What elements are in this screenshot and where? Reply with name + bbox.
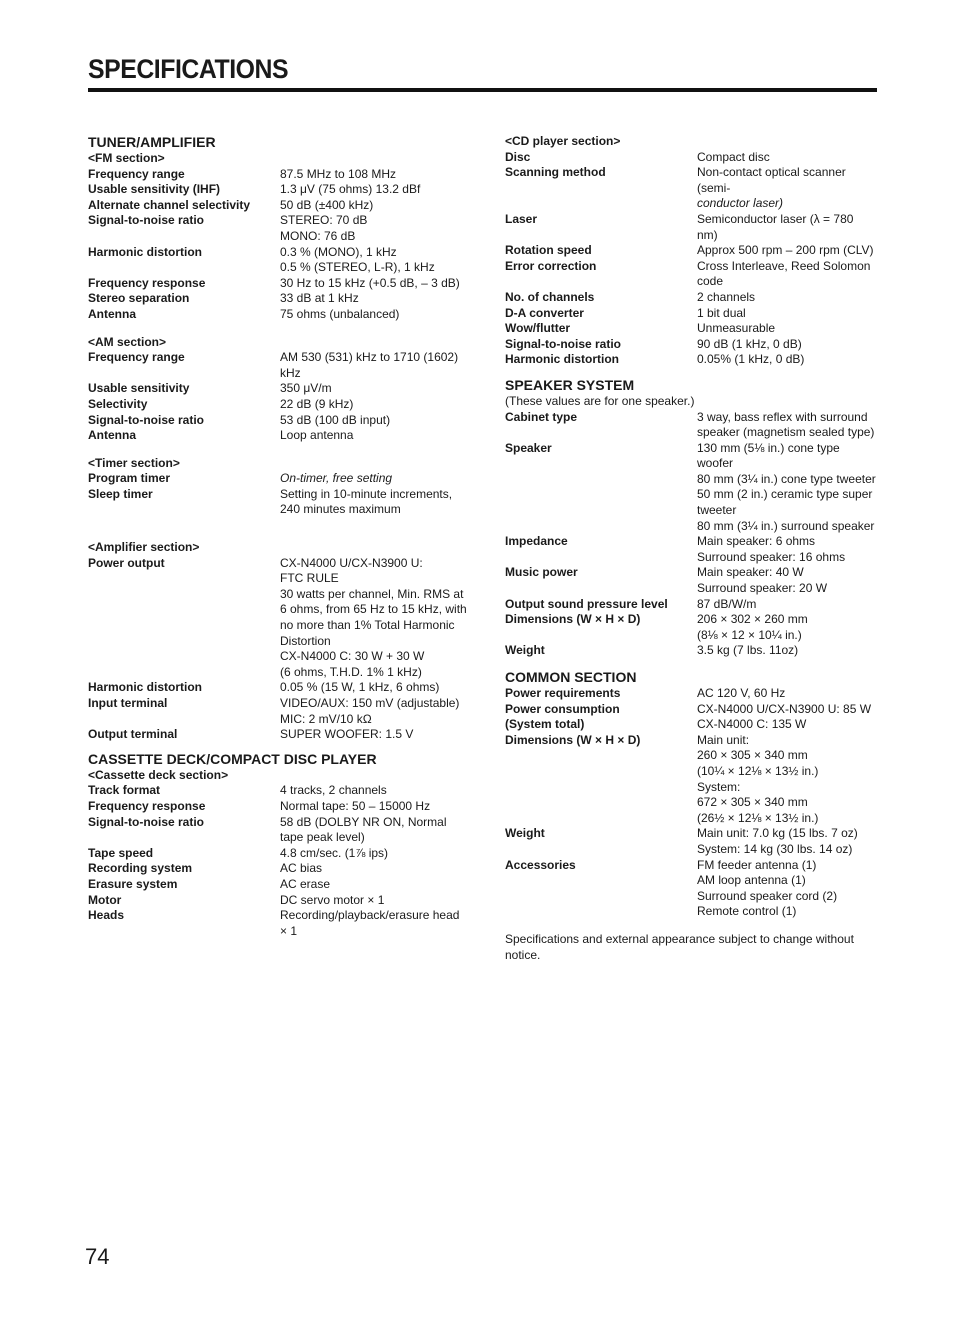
spec-value-line: 30 Hz to 15 kHz (+0.5 dB, – 3 dB) xyxy=(280,275,460,290)
spec-label: Rotation speed xyxy=(505,243,592,258)
spec-value-line: 240 minutes maximum xyxy=(280,502,401,517)
spec-value xyxy=(280,893,468,909)
spec-group-common xyxy=(505,686,877,920)
spec-group-cassette xyxy=(88,783,468,939)
spec-group-speaker xyxy=(505,410,877,660)
section-title-speaker: SPEAKER SYSTEM xyxy=(505,376,635,393)
title-rule xyxy=(88,88,877,92)
spec-value xyxy=(697,597,877,613)
spec-label: No. of channels xyxy=(505,289,595,304)
spec-value xyxy=(697,150,877,166)
spec-value xyxy=(280,487,468,518)
subsection-cd: <CD player section> xyxy=(505,134,621,148)
spec-label: Harmonic distortion xyxy=(88,680,203,695)
spec-row xyxy=(88,487,468,518)
spec-label: Usable sensitivity (IHF) xyxy=(88,182,221,197)
spec-value-line: Recording/playback/erasure head xyxy=(280,908,460,923)
spec-value xyxy=(697,212,877,243)
spec-value xyxy=(280,381,468,397)
spec-label: Laser xyxy=(505,211,538,226)
spec-value-line: CX-N4000 C: 30 W + 30 W xyxy=(280,649,425,664)
spec-value xyxy=(280,815,468,846)
spec-row xyxy=(88,182,468,198)
spec-value-line: Distortion xyxy=(280,633,331,648)
spec-value-line: VIDEO/AUX: 150 mV (adjustable) xyxy=(280,696,460,710)
spec-label: Accessories xyxy=(505,857,576,872)
spec-value-line: On-timer, free setting xyxy=(280,471,393,486)
spec-row xyxy=(88,213,468,244)
spec-value-line: AM loop antenna (1) xyxy=(697,873,806,888)
spec-value-line: Normal tape: 50 – 15000 Hz xyxy=(280,798,431,813)
spec-value-line: Loop antenna xyxy=(280,428,354,443)
spec-value xyxy=(697,243,877,259)
spec-value-line: Remote control (1) xyxy=(697,904,797,919)
spec-row xyxy=(88,167,468,183)
spec-value xyxy=(697,702,877,718)
spec-row xyxy=(505,337,877,353)
spec-value-line: tape peak level) xyxy=(280,830,365,845)
spec-value-line: × 1 xyxy=(280,923,298,938)
spec-value-line: 33 dB at 1 kHz xyxy=(280,291,359,306)
spec-value-line: 0.5 % (STEREO, L-R), 1 kHz xyxy=(280,260,435,275)
spec-value xyxy=(697,717,877,733)
spec-label: Recording system xyxy=(88,861,193,876)
spec-row xyxy=(88,413,468,429)
spec-row xyxy=(88,696,468,727)
spec-row xyxy=(88,908,468,939)
spec-value xyxy=(280,291,468,307)
subsection-timer: <Timer section> xyxy=(88,455,180,470)
subsection-cassette: <Cassette deck section> xyxy=(88,767,229,782)
subsection-amplifier: <Amplifier section> xyxy=(88,540,200,555)
spec-label: Frequency response xyxy=(88,275,206,290)
spec-row xyxy=(88,276,468,292)
spec-label: Frequency response xyxy=(88,798,206,813)
spec-row xyxy=(88,877,468,893)
spec-label: Signal-to-noise ratio xyxy=(88,412,205,427)
spec-row xyxy=(505,259,877,290)
spec-row xyxy=(505,352,877,368)
spec-value-line: Main unit: xyxy=(697,732,750,747)
spec-value-line: 50 dB (±400 kHz) xyxy=(280,197,374,212)
spec-label: Power output xyxy=(88,555,165,570)
spec-value-line: 0.05% (1 kHz, 0 dB) xyxy=(697,352,805,367)
spec-label: Speaker xyxy=(505,440,552,455)
spec-value xyxy=(280,908,468,939)
spec-value-line: 1.3 μV (75 ohms) 13.2 dBf xyxy=(280,182,421,197)
spec-value-line: 53 dB (100 dB input) xyxy=(280,412,391,427)
spec-value-line: 58 dB (DOLBY NR ON, Normal xyxy=(280,814,447,829)
spec-label: Cabinet type xyxy=(505,409,578,424)
spec-value xyxy=(697,534,877,565)
spec-value-line: speaker (magnetism sealed type) xyxy=(697,425,875,440)
spec-value xyxy=(697,565,877,596)
spec-row xyxy=(505,165,877,212)
spec-label: Stereo separation xyxy=(88,291,190,306)
spec-value-line: 2 channels xyxy=(697,289,756,304)
left-column xyxy=(88,134,468,939)
spec-value-line: Main unit: 7.0 kg (15 lbs. 7 oz) xyxy=(697,826,858,841)
spec-value-line: conductor laser) xyxy=(697,196,784,211)
spec-value-line: (8⅛ × 12 × 10¼ in.) xyxy=(697,627,802,642)
spec-row xyxy=(505,858,877,920)
spec-value-line: code xyxy=(697,274,724,289)
spec-value-line: (26½ × 12⅛ × 13½ in.) xyxy=(697,810,819,825)
subsection-am: <AM section> xyxy=(88,334,167,349)
spec-label: Tape speed xyxy=(88,845,154,860)
spec-value xyxy=(280,783,468,799)
spec-label: Selectivity xyxy=(88,396,148,411)
spec-value xyxy=(280,861,468,877)
spec-group-fm xyxy=(88,167,468,323)
spec-row xyxy=(88,198,468,214)
spec-value xyxy=(697,337,877,353)
spec-row xyxy=(505,534,877,565)
spec-row xyxy=(88,245,468,276)
spec-group-cd xyxy=(505,150,877,368)
spec-value-line: 80 mm (3¼ in.) surround speaker xyxy=(697,518,875,533)
spec-value xyxy=(697,686,877,702)
spec-row xyxy=(505,702,877,718)
spec-row xyxy=(505,643,877,659)
spec-label: Output sound pressure level xyxy=(505,596,668,611)
spec-value xyxy=(697,643,877,659)
spec-value xyxy=(697,858,877,920)
spec-value-line: 4.8 cm/sec. (1⅞ ips) xyxy=(280,845,389,860)
spec-value xyxy=(697,352,877,368)
spec-value-line: 0.3 % (MONO), 1 kHz xyxy=(280,244,397,259)
spec-value xyxy=(280,877,468,893)
spec-value-line: System: 14 kg (30 lbs. 14 oz) xyxy=(697,841,853,856)
spec-label: Harmonic distortion xyxy=(505,352,620,367)
spec-row xyxy=(505,212,877,243)
spec-value xyxy=(280,696,468,727)
spec-value-line: 3 way, bass reflex with surround xyxy=(697,409,868,424)
spec-row xyxy=(505,612,877,643)
footer-note: Specifications and external appearance subject to change without notice. xyxy=(505,931,854,962)
spec-value-line: Unmeasurable xyxy=(697,321,776,336)
spec-label: Erasure system xyxy=(88,876,178,891)
spec-value-line: CX-N4000 U/CX-N3900 U: 85 W xyxy=(697,701,872,716)
spec-value-line: 206 × 302 × 260 mm xyxy=(697,612,808,627)
spec-value xyxy=(280,556,468,681)
spec-value xyxy=(280,182,468,198)
page-title: SPECIFICATIONS xyxy=(88,54,289,84)
spec-value-line: 672 × 305 × 340 mm xyxy=(697,795,808,810)
spec-value-line: AM 530 (531) kHz to 1710 (1602) xyxy=(280,350,459,365)
spec-value-line: Main speaker: 40 W xyxy=(697,565,804,580)
spec-value xyxy=(697,826,877,857)
spec-value-line: Surround speaker cord (2) xyxy=(697,888,838,903)
spec-row xyxy=(505,565,877,596)
spec-value-line: FM feeder antenna (1) xyxy=(697,857,817,872)
spec-value xyxy=(280,727,468,743)
spec-value-line: 260 × 305 × 340 mm xyxy=(697,748,808,763)
spec-group-timer xyxy=(88,471,468,518)
spec-row xyxy=(88,783,468,799)
spec-value-line: tweeter xyxy=(697,503,737,518)
spec-value xyxy=(697,306,877,322)
spec-label: Sleep timer xyxy=(88,486,153,501)
spec-value-line: Main speaker: 6 ohms xyxy=(697,534,816,549)
spec-value-line: Surround speaker: 16 ohms xyxy=(697,549,846,564)
spec-value-line: Semiconductor laser (λ = 780 nm) xyxy=(697,211,854,242)
subsection-fm: <FM section> xyxy=(88,151,165,165)
spec-row xyxy=(88,727,468,743)
spec-row xyxy=(88,799,468,815)
spec-value xyxy=(697,410,877,441)
spec-row xyxy=(88,397,468,413)
spec-value-line: CX-N4000 U/CX-N3900 U: xyxy=(280,555,423,570)
spec-value-line: FTC RULE xyxy=(280,571,339,586)
spec-value xyxy=(280,198,468,214)
spec-label: Weight xyxy=(505,826,545,841)
spec-label: Weight xyxy=(505,643,545,658)
spec-row xyxy=(505,733,877,827)
spec-label: Scanning method xyxy=(505,165,606,180)
spec-label: Track format xyxy=(88,783,161,798)
spec-value xyxy=(280,413,468,429)
section-title-common: COMMON SECTION xyxy=(505,669,637,685)
spec-value xyxy=(697,165,877,212)
spec-value-line: kHz xyxy=(280,365,301,380)
spec-row xyxy=(88,861,468,877)
spec-group-amplifier xyxy=(88,556,468,743)
spec-value-line: SUPER WOOFER: 1.5 V xyxy=(280,727,414,742)
spec-row xyxy=(505,321,877,337)
spec-row xyxy=(505,826,877,857)
spec-value-line: 130 mm (5⅛ in.) cone type woofer xyxy=(697,440,840,471)
spec-row xyxy=(505,150,877,166)
spec-value-line: 4 tracks, 2 channels xyxy=(280,783,387,798)
spec-value-line: AC bias xyxy=(280,861,323,876)
spec-row xyxy=(505,686,877,702)
spec-value-line: 350 μV/m xyxy=(280,381,332,396)
spec-value-line: Compact disc xyxy=(697,149,770,164)
spec-label: Alternate channel selectivity xyxy=(88,197,251,212)
spec-value xyxy=(280,307,468,323)
spec-label: Antenna xyxy=(88,306,136,321)
spec-row xyxy=(88,428,468,444)
spec-value-line: 87.5 MHz to 108 MHz xyxy=(280,166,397,181)
spec-label: Power requirements xyxy=(505,686,621,700)
spec-value-line: 3.5 kg (7 lbs. 11oz) xyxy=(697,643,799,658)
spec-value xyxy=(697,290,877,306)
spec-value-line: no more than 1% Total Harmonic xyxy=(280,618,455,633)
spec-row xyxy=(88,846,468,862)
spec-value xyxy=(280,471,468,487)
spec-label: Disc xyxy=(505,149,531,164)
spec-value-line: (10¼ × 12⅛ × 13½ in.) xyxy=(697,763,819,778)
spec-label: Signal-to-noise ratio xyxy=(505,336,622,351)
spec-value-line: AC 120 V, 60 Hz xyxy=(697,686,786,700)
spec-value-line: 80 mm (3¼ in.) cone type tweeter xyxy=(697,471,876,486)
spec-label: Music power xyxy=(505,565,578,580)
spec-label: Harmonic distortion xyxy=(88,244,203,259)
spec-value-line: Surround speaker: 20 W xyxy=(697,581,828,596)
spec-value-line: System: xyxy=(697,779,741,794)
spec-label: Motor xyxy=(88,892,122,907)
spec-value xyxy=(280,428,468,444)
spec-row xyxy=(505,441,877,535)
spec-value-line: 50 mm (2 in.) ceramic type super xyxy=(697,487,873,502)
spec-value-line: Cross Interleave, Reed Solomon xyxy=(697,258,871,273)
spec-value xyxy=(697,259,877,290)
spec-value xyxy=(697,441,877,535)
spec-value-line: 1 bit dual xyxy=(697,305,746,320)
spec-row xyxy=(88,556,468,681)
spec-label: Frequency range xyxy=(88,350,185,365)
spec-label: Antenna xyxy=(88,428,136,443)
spec-value-line: AC erase xyxy=(280,876,331,891)
spec-value xyxy=(280,167,468,183)
spec-value xyxy=(280,799,468,815)
page-number: 74 xyxy=(85,1244,110,1269)
spec-row xyxy=(88,350,468,381)
spec-label: Power consumption xyxy=(505,701,620,716)
spec-value xyxy=(280,276,468,292)
spec-value-line: 22 dB (9 kHz) xyxy=(280,396,354,411)
spec-value xyxy=(280,680,468,696)
spec-row xyxy=(505,306,877,322)
spec-row xyxy=(88,291,468,307)
spec-value xyxy=(697,612,877,643)
spec-row xyxy=(88,307,468,323)
spec-value-line: STEREO: 70 dB xyxy=(280,213,368,228)
spec-label: Dimensions (W × H × D) xyxy=(505,612,641,627)
spec-value-line: 90 dB (1 kHz, 0 dB) xyxy=(697,336,802,351)
spec-value-line: Setting in 10-minute increments, xyxy=(280,486,453,501)
spec-label: Output terminal xyxy=(88,727,178,742)
spec-row xyxy=(505,597,877,613)
spec-row xyxy=(88,815,468,846)
spec-value-line: Approx 500 rpm – 200 rpm (CLV) xyxy=(697,243,874,258)
spec-label: Input terminal xyxy=(88,696,168,710)
spec-row xyxy=(505,410,877,441)
spec-value xyxy=(697,321,877,337)
spec-value-line: Non-contact optical scanner (semi- xyxy=(697,165,846,195)
spec-value xyxy=(697,733,877,827)
spec-row xyxy=(88,381,468,397)
spec-label: Program timer xyxy=(88,471,171,486)
spec-row xyxy=(505,243,877,259)
spec-value-line: 0.05 % (15 W, 1 kHz, 6 ohms) xyxy=(280,680,440,695)
spec-value-line: CX-N4000 C: 135 W xyxy=(697,717,807,732)
spec-label: Wow/flutter xyxy=(505,321,571,336)
section-title-cassette: CASSETTE DECK/COMPACT DISC PLAYER xyxy=(88,750,377,767)
spec-value-line: 6 ohms, from 65 Hz to 15 kHz, with xyxy=(280,602,467,617)
speaker-note: (These values are for one speaker.) xyxy=(505,393,695,408)
spec-value-line: MIC: 2 mV/10 kΩ xyxy=(280,711,372,726)
spec-value-line: MONO: 76 dB xyxy=(280,228,356,243)
spec-value xyxy=(280,213,468,244)
spec-value-line: 30 watts per channel, Min. RMS at xyxy=(280,586,464,601)
spec-value xyxy=(280,245,468,276)
spec-label: Frequency range xyxy=(88,166,185,181)
spec-label: D-A converter xyxy=(505,305,584,320)
spec-label: Usable sensitivity xyxy=(88,381,190,396)
spec-row xyxy=(88,680,468,696)
spec-label: Impedance xyxy=(505,534,568,549)
spec-row xyxy=(505,290,877,306)
spec-row xyxy=(505,717,877,733)
spec-label: Error correction xyxy=(505,258,597,273)
section-title-tuner: TUNER/AMPLIFIER xyxy=(88,134,216,150)
spec-value xyxy=(280,846,468,862)
spec-label: Signal-to-noise ratio xyxy=(88,213,205,228)
right-column xyxy=(505,134,877,963)
spec-group-am xyxy=(88,350,468,444)
spec-label: (System total) xyxy=(505,717,585,732)
spec-label: Heads xyxy=(88,908,125,923)
spec-value-line: DC servo motor × 1 xyxy=(280,892,385,907)
spec-row xyxy=(88,893,468,909)
spec-value-line: (6 ohms, T.H.D. 1% 1 kHz) xyxy=(280,664,422,679)
spec-value-line: 75 ohms (unbalanced) xyxy=(280,306,400,321)
spec-value xyxy=(280,350,468,381)
spec-value-line: 87 dB/W/m xyxy=(697,596,757,611)
spec-row xyxy=(88,471,468,487)
spec-label: Dimensions (W × H × D) xyxy=(505,732,641,747)
spec-label: Signal-to-noise ratio xyxy=(88,814,205,829)
spec-value xyxy=(280,397,468,413)
